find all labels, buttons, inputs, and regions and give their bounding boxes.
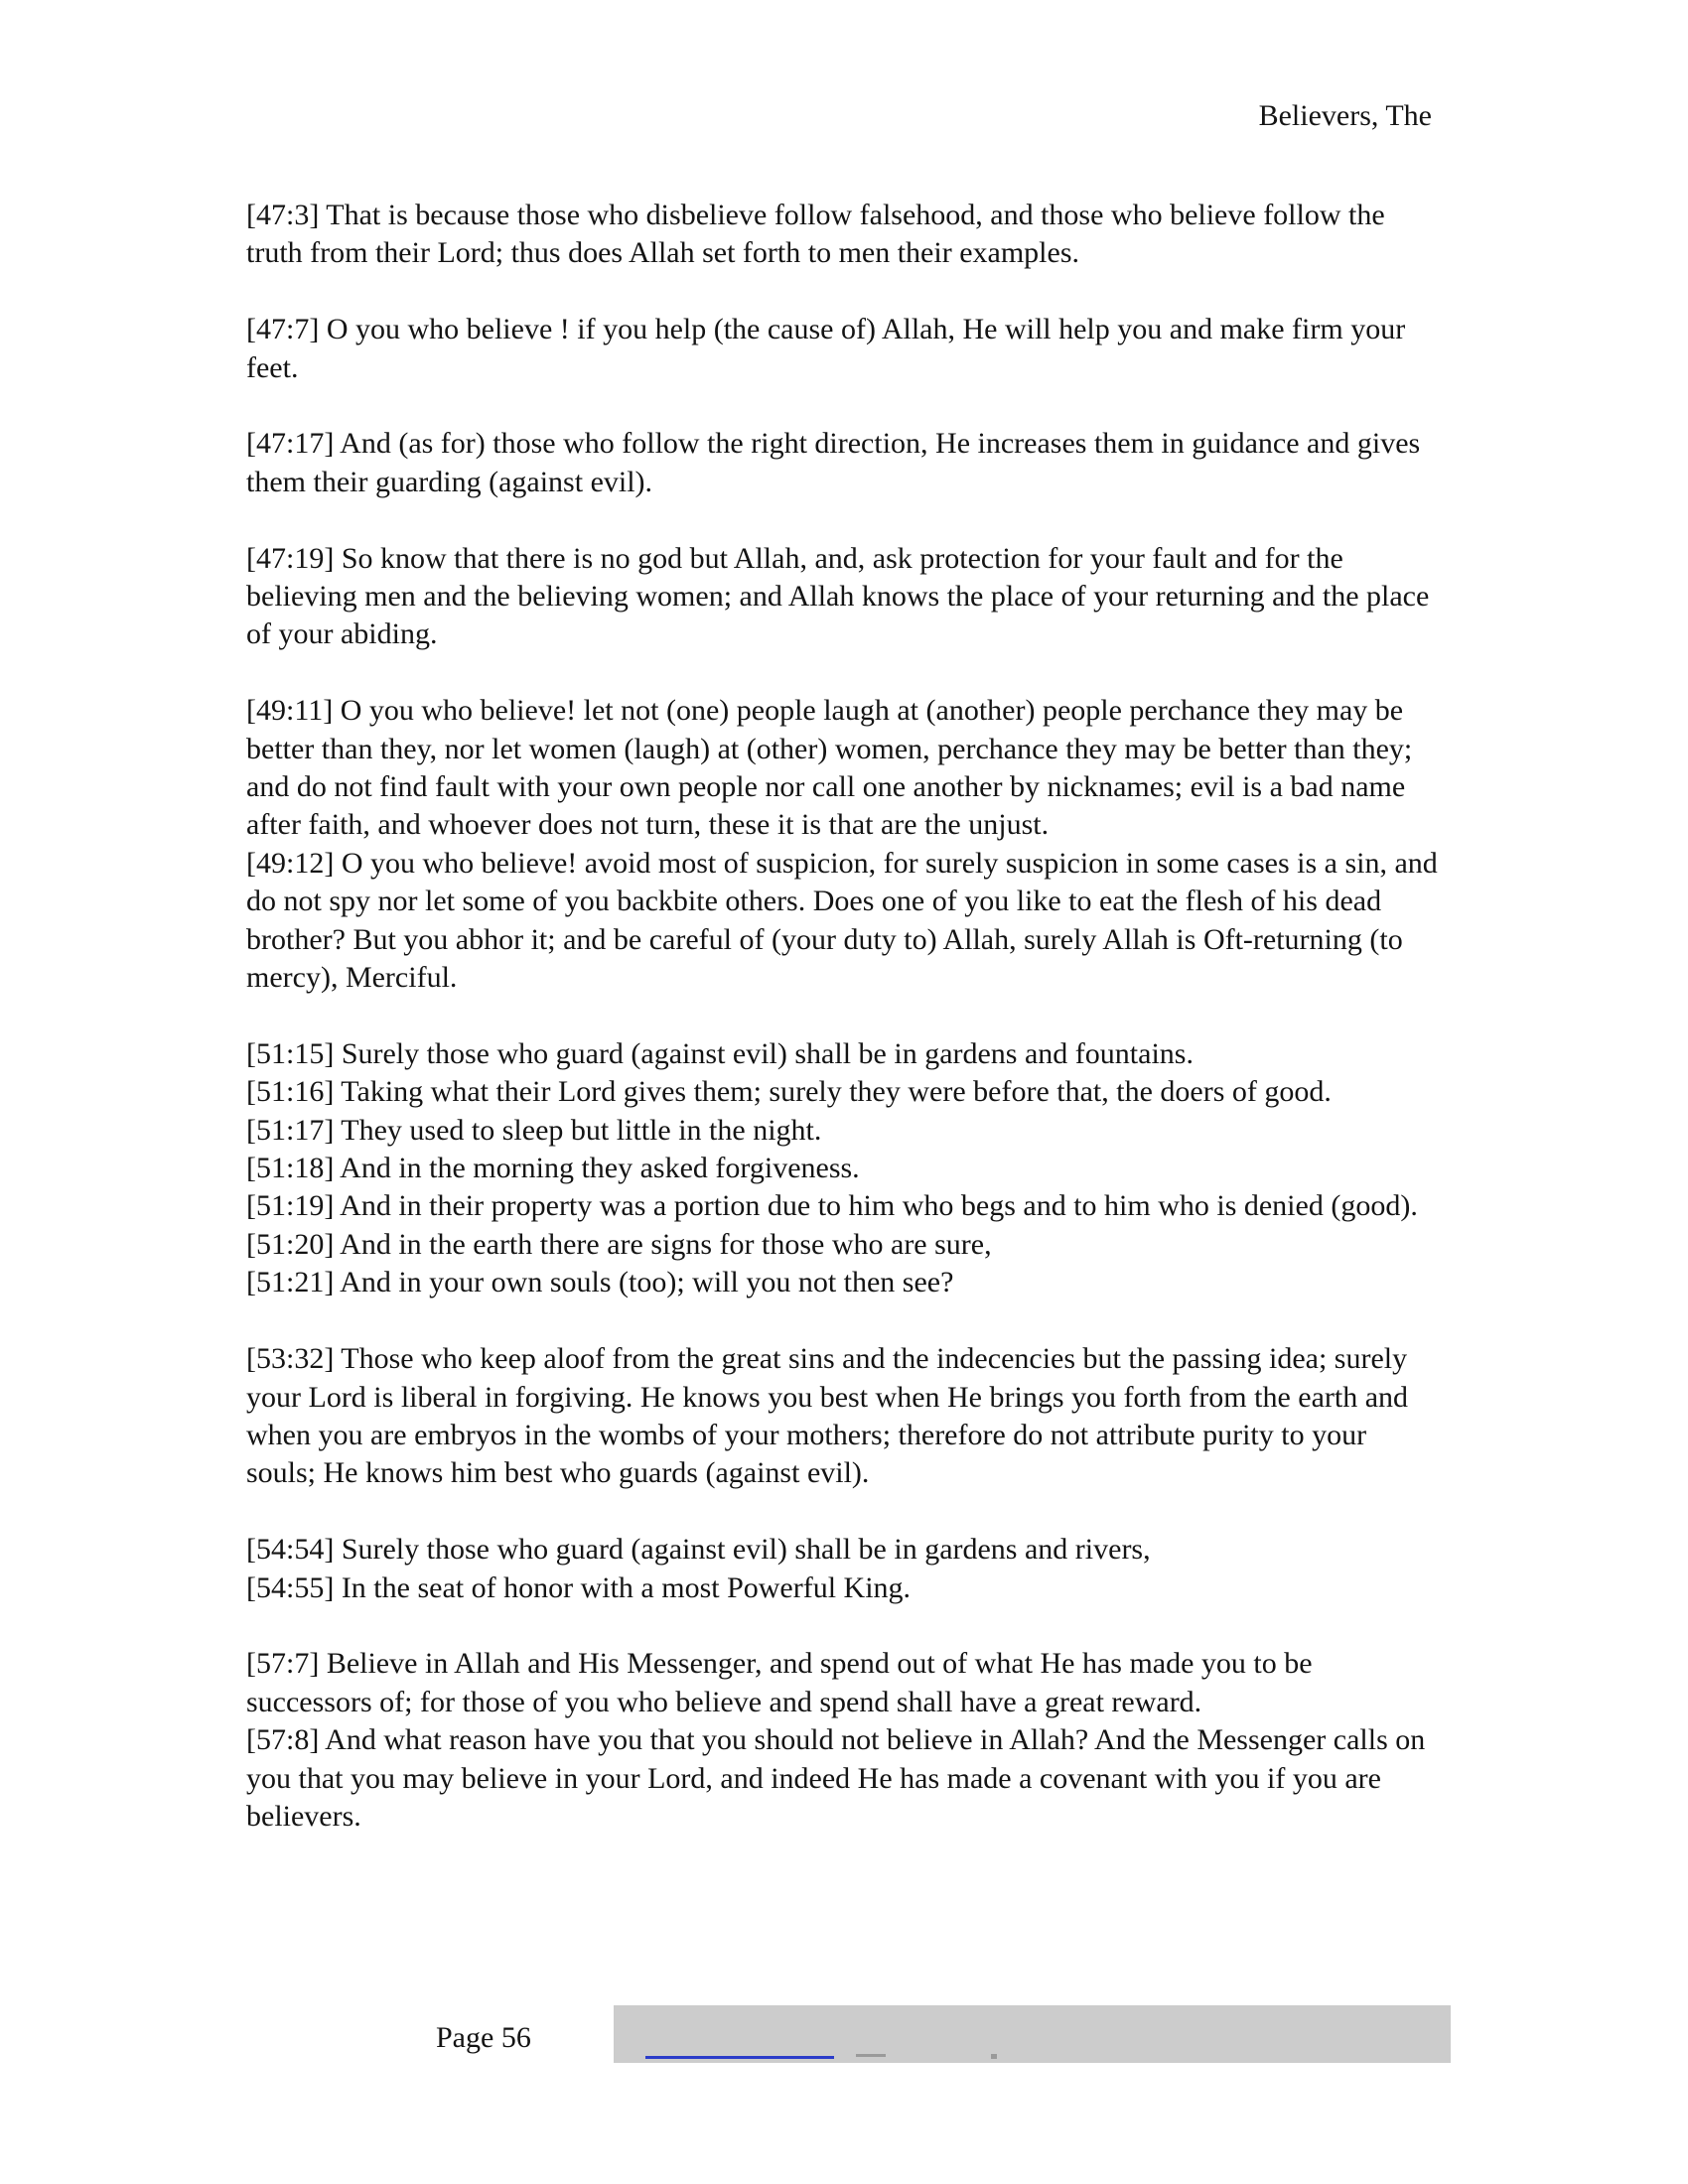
verse-paragraph: [51:15] Surely those who guard (against evil) shall be in gardens and fountains. [246, 1036, 1194, 1070]
footer-link[interactable] [645, 2056, 834, 2059]
verse-group [246, 1035, 1438, 1302]
verse-paragraph: [47:7] O you who believe ! if you help (the cause of) Allah, He will help you and make firm your feet. [246, 313, 1406, 384]
page-number: Page 56 [436, 2021, 531, 2054]
verse-paragraph: [47:3] That is because those who disbelieve follow falsehood, and those who believe follow the truth from their Lord; thus does Allah set forth to men their examples. [246, 199, 1385, 270]
verse-paragraph: [53:32] Those who keep aloof from the great sins and the indecencies but the passing idea; surely your Lord is liberal in forgiving. He knows you best when He brings you forth from the earth and when you are embryos in the wombs of your mothers; therefore do not attribute purity to your souls; He knows him best who guards (against evil). [246, 1342, 1409, 1490]
verse-paragraph: [51:19] And in their property was a portion due to him who begs and to him who is denied (good). [246, 1189, 1418, 1223]
verse-paragraph: [49:11] O you who believe! let not (one) people laugh at (another) people perchance they may be better than they, nor let women (laugh) at (other) women, perchance they may be better than they; and do not find fault with your own people nor call one another by nicknames; evil is a bad name after faith, and whoever does not turn, these it is that are the unjust. [246, 694, 1413, 842]
verse-group [246, 425, 1438, 501]
verse-paragraph: [54:54] Surely those who guard (against evil) shall be in gardens and rivers, [246, 1533, 1151, 1567]
footer-text-fragment [856, 2054, 886, 2057]
verse-group [246, 540, 1438, 654]
verse-paragraph: [47:17] And (as for) those who follow the right direction, He increases them in guidance and gives them their guarding (against evil). [246, 427, 1421, 498]
verse-paragraph: [57:8] And what reason have you that you should not believe in Allah? And the Messenger calls on you that you may believe in your Lord, and indeed He has made a covenant with you if you are believers. [246, 1723, 1426, 1833]
verse-paragraph: [51:18] And in the morning they asked forgiveness. [246, 1152, 860, 1185]
running-header: Believers, The [1258, 99, 1432, 132]
verse-paragraph: [57:7] Believe in Allah and His Messenger, and spend out of what He has made you to be successors of; for those of you who believe and spend shall have a great reward. [246, 1647, 1313, 1718]
verse-group [246, 311, 1438, 387]
verse-paragraph: [49:12] O you who believe! avoid most of suspicion, for surely suspicion in some cases is a sin, and do not spy nor let some of you backbite others. Does one of you like to eat the flesh of his dead brother? But you abhor it; and be careful of (your duty to) Allah, surely Allah is Oft-returning (to mercy), Merciful. [246, 846, 1438, 995]
footer-bar [614, 2005, 1451, 2063]
verse-paragraph: [51:16] Taking what their Lord gives them; surely they were before that, the doers of good. [246, 1075, 1332, 1109]
verse-group [246, 1531, 1438, 1607]
verse-group [246, 197, 1438, 273]
footer-text-fragment [991, 2054, 997, 2059]
verse-paragraph: [54:55] In the seat of honor with a most Powerful King. [246, 1570, 912, 1604]
verse-paragraph: [51:17] They used to sleep but little in the night. [246, 1113, 822, 1147]
verse-group [246, 692, 1438, 997]
verse-paragraph: [51:21] And in your own souls (too); will you not then see? [246, 1266, 954, 1299]
verse-paragraph: [51:20] And in the earth there are signs for those who are sure, [246, 1227, 992, 1261]
verse-paragraph: [47:19] So know that there is no god but Allah, and, ask protection for your fault and for the believing men and the believing women; and Allah knows the place of your returning and the place of your abiding. [246, 541, 1430, 651]
verse-list [246, 197, 1438, 1874]
verse-group [246, 1340, 1438, 1493]
verse-group [246, 1645, 1438, 1836]
